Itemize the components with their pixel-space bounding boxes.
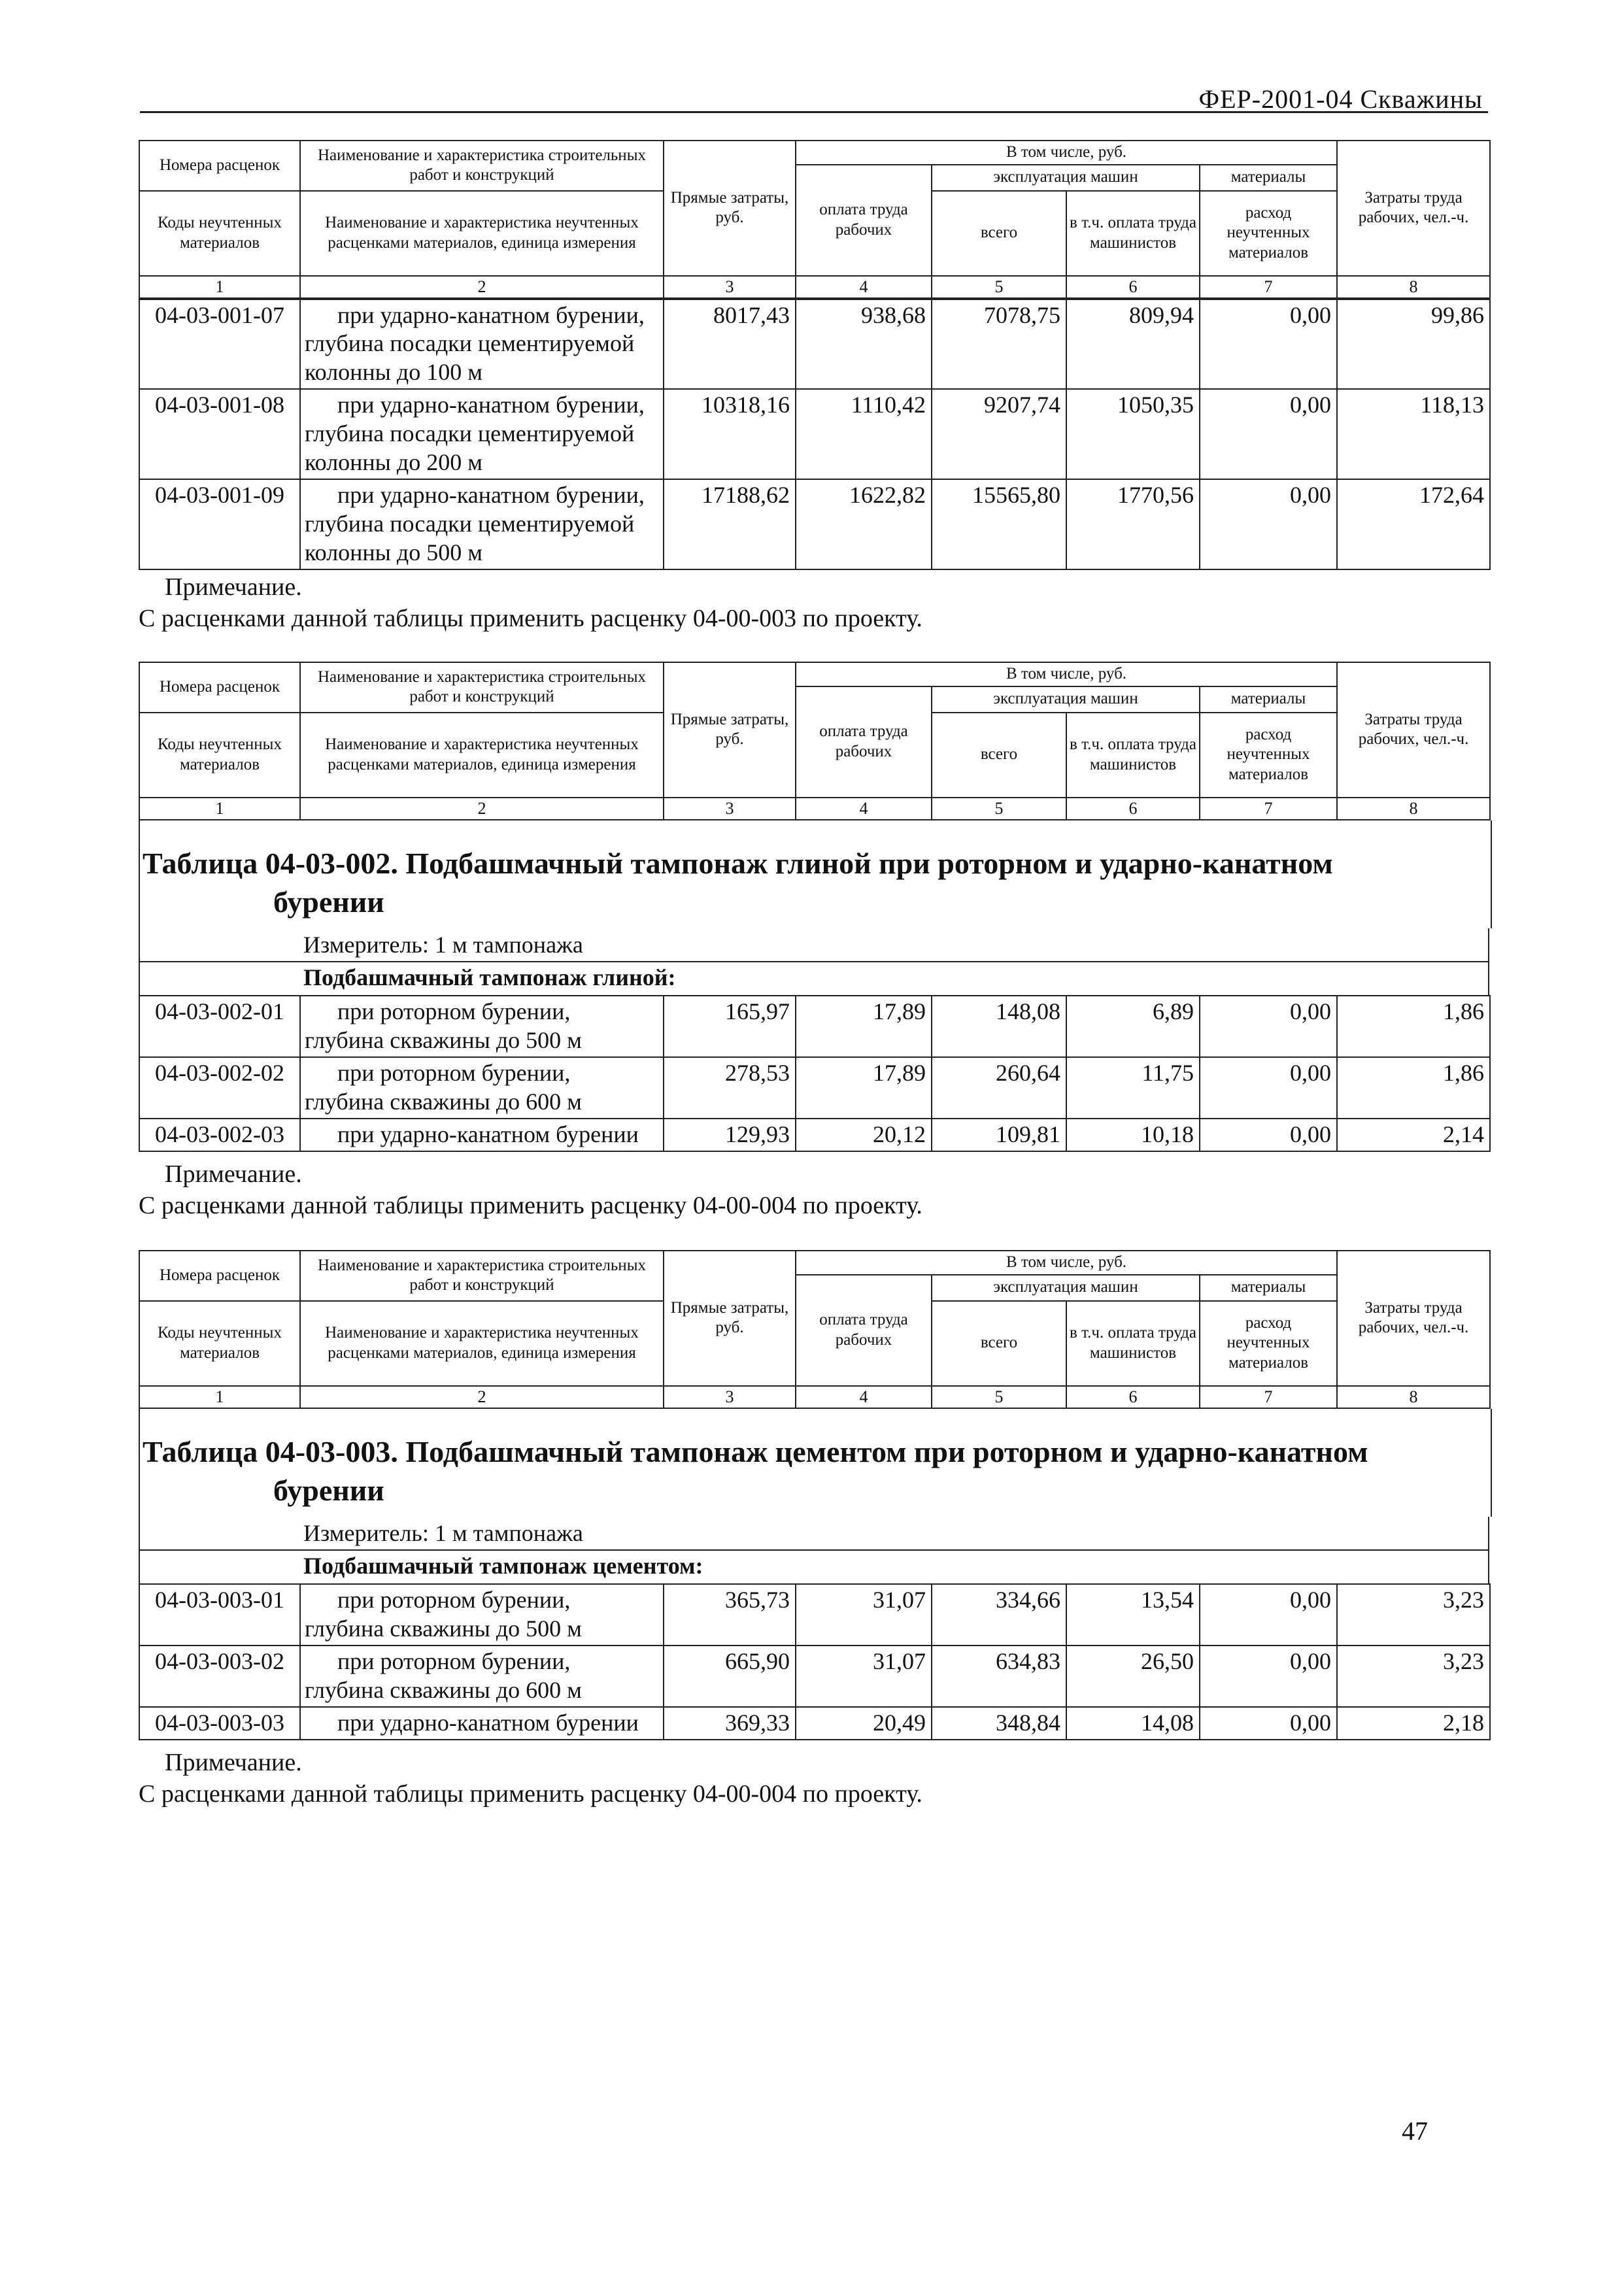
col-header-machinist-pay: в т.ч. оплата труда машинистов (1066, 1301, 1200, 1386)
col-header-materials: материалы (1200, 686, 1337, 713)
machinist-pay: 6,89 (1066, 996, 1200, 1057)
worker-pay: 31,07 (796, 1646, 932, 1707)
rate-code: 04-03-001-08 (139, 389, 300, 479)
labor-hours: 118,13 (1337, 389, 1490, 479)
rates-table (139, 1583, 1491, 1740)
direct-costs: 8017,43 (664, 299, 796, 390)
rates-table (139, 299, 1491, 570)
col-header-worker-pay: оплата труда рабочих (796, 1275, 932, 1386)
col-num: 6 (1066, 798, 1200, 820)
table-title (139, 1409, 1492, 1517)
table-04-03-001-block (139, 140, 1489, 570)
column-header-table (139, 140, 1491, 299)
col-header-labor-hours: Затраты труда рабочих, чел.-ч. (1337, 141, 1490, 276)
subheader-text: Подбашмачный тампонаж цементом: (303, 1553, 703, 1579)
header-rule (140, 111, 1488, 113)
col-num: 3 (664, 276, 796, 298)
col-header-material-names: Наименование и характеристика неучтенных расценками материалов, единица измерения (300, 1301, 664, 1386)
col-num: 8 (1337, 276, 1490, 298)
table-row (139, 1119, 1490, 1151)
worker-pay: 17,89 (796, 996, 932, 1057)
labor-hours: 1,86 (1337, 1057, 1490, 1119)
direct-costs: 129,93 (664, 1119, 796, 1151)
col-header-material-use: расход неучтенных материалов (1200, 713, 1337, 798)
direct-costs: 665,90 (664, 1646, 796, 1707)
col-num: 4 (796, 798, 932, 820)
materials: 0,00 (1200, 1707, 1337, 1740)
col-header-direct-costs: Прямые затраты, руб. (664, 662, 796, 798)
rate-code: 04-03-001-07 (139, 299, 300, 390)
col-num: 8 (1337, 1386, 1490, 1408)
col-header-machine-total: всего (932, 191, 1066, 276)
rate-name: при ударно-канатном бурении (300, 1119, 664, 1151)
rate-name: при роторном бурении, глубина скважины до 500 м (300, 996, 664, 1057)
rate-code: 04-03-003-02 (139, 1646, 300, 1707)
col-header-material-use: расход неучтенных материалов (1200, 1301, 1337, 1386)
col-header-machine-total: всего (932, 1301, 1066, 1386)
col-header-machinist-pay: в т.ч. оплата труда машинистов (1066, 191, 1200, 276)
note-text: С расценками данной таблицы применить расценку 04-00-003 по проекту. (139, 605, 922, 632)
subheader-row (139, 962, 1489, 995)
rate-name: при ударно-канатном бурении, глубина посадки цементируемой колонны до 200 м (300, 389, 664, 479)
machinist-pay: 1050,35 (1066, 389, 1200, 479)
page-number: 47 (1402, 2116, 1428, 2146)
col-header-machinist-pay: в т.ч. оплата труда машинистов (1066, 713, 1200, 798)
col-header-material-use: расход неучтенных материалов (1200, 191, 1337, 276)
table-row (139, 1584, 1490, 1646)
col-header-labor-hours: Затраты труда рабочих, чел.-ч. (1337, 662, 1490, 798)
col-num: 1 (139, 798, 300, 820)
col-header-materials: материалы (1200, 1275, 1337, 1301)
table-row (139, 1057, 1490, 1119)
rate-name: при ударно-канатном бурении (300, 1707, 664, 1740)
table-row (139, 1707, 1490, 1740)
labor-hours: 172,64 (1337, 479, 1490, 569)
labor-hours: 99,86 (1337, 299, 1490, 390)
machinist-pay: 11,75 (1066, 1057, 1200, 1119)
table-title-line1: Таблица 04-03-002. Подбашмачный тампонаж глиной при роторном и ударно-канатном (143, 846, 1333, 880)
worker-pay: 20,12 (796, 1119, 932, 1151)
rate-code: 04-03-002-02 (139, 1057, 300, 1119)
col-header-including: В том числе, руб. (796, 1251, 1337, 1275)
col-num: 5 (932, 276, 1066, 298)
col-num: 4 (796, 1386, 932, 1408)
note-title: Примечание. (165, 573, 302, 601)
materials: 0,00 (1200, 389, 1337, 479)
note-title: Примечание. (165, 1160, 302, 1188)
direct-costs: 165,97 (664, 996, 796, 1057)
table-row (139, 299, 1490, 390)
col-num: 6 (1066, 276, 1200, 298)
note-text: С расценками данной таблицы применить расценку 04-00-004 по проекту. (139, 1192, 922, 1219)
machine-total: 334,66 (932, 1584, 1066, 1646)
col-header-material-codes: Коды неучтенных материалов (139, 191, 300, 276)
table-row (139, 389, 1490, 479)
col-header-material-names: Наименование и характеристика неучтенных расценками материалов, единица измерения (300, 713, 664, 798)
machine-total: 7078,75 (932, 299, 1066, 390)
col-num: 2 (300, 276, 664, 298)
table-row (139, 479, 1490, 569)
col-header-machine-use: эксплуатация машин (932, 686, 1200, 713)
col-header-rate-numbers: Номера расценок (139, 141, 300, 191)
labor-hours: 2,18 (1337, 1707, 1490, 1740)
col-num: 7 (1200, 1386, 1337, 1408)
machinist-pay: 13,54 (1066, 1584, 1200, 1646)
col-header-worker-pay: оплата труда рабочих (796, 686, 932, 798)
note-text: С расценками данной таблицы применить расценку 04-00-004 по проекту. (139, 1780, 922, 1808)
col-num: 7 (1200, 276, 1337, 298)
materials: 0,00 (1200, 1057, 1337, 1119)
machine-total: 148,08 (932, 996, 1066, 1057)
worker-pay: 1110,42 (796, 389, 932, 479)
col-num: 3 (664, 798, 796, 820)
col-header-machine-total: всего (932, 713, 1066, 798)
rates-table (139, 995, 1491, 1152)
col-header-material-names: Наименование и характеристика неучтенных расценками материалов, единица измерения (300, 191, 664, 276)
direct-costs: 17188,62 (664, 479, 796, 569)
col-header-work-name: Наименование и характеристика строительных работ и конструкций (300, 1251, 664, 1301)
direct-costs: 10318,16 (664, 389, 796, 479)
machine-total: 634,83 (932, 1646, 1066, 1707)
subheader-row (139, 1551, 1489, 1583)
rate-code: 04-03-002-03 (139, 1119, 300, 1151)
rate-code: 04-03-002-01 (139, 996, 300, 1057)
machinist-pay: 1770,56 (1066, 479, 1200, 569)
col-header-direct-costs: Прямые затраты, руб. (664, 141, 796, 276)
table-04-03-003-block (139, 1250, 1489, 1740)
col-num: 1 (139, 1386, 300, 1408)
machinist-pay: 26,50 (1066, 1646, 1200, 1707)
worker-pay: 1622,82 (796, 479, 932, 569)
col-header-material-codes: Коды неучтенных материалов (139, 1301, 300, 1386)
running-header: ФЕР-2001-04 Скважины (1198, 84, 1483, 114)
col-header-machine-use: эксплуатация машин (932, 1275, 1200, 1301)
measure-row (139, 928, 1489, 962)
col-num: 3 (664, 1386, 796, 1408)
labor-hours: 3,23 (1337, 1646, 1490, 1707)
col-num: 5 (932, 1386, 1066, 1408)
table-04-03-002-block (139, 662, 1489, 1152)
col-num: 1 (139, 276, 300, 298)
worker-pay: 938,68 (796, 299, 932, 390)
machine-total: 348,84 (932, 1707, 1066, 1740)
table-row (139, 996, 1490, 1057)
col-num: 8 (1337, 798, 1490, 820)
machine-total: 260,64 (932, 1057, 1066, 1119)
materials: 0,00 (1200, 1584, 1337, 1646)
col-header-rate-numbers: Номера расценок (139, 1251, 300, 1301)
col-header-worker-pay: оплата труда рабочих (796, 165, 932, 276)
rate-code: 04-03-001-09 (139, 479, 300, 569)
machinist-pay: 14,08 (1066, 1707, 1200, 1740)
machinist-pay: 10,18 (1066, 1119, 1200, 1151)
machinist-pay: 809,94 (1066, 299, 1200, 390)
col-num: 2 (300, 798, 664, 820)
table-title (139, 820, 1492, 929)
column-header-table (139, 1250, 1491, 1409)
col-header-work-name: Наименование и характеристика строительных работ и конструкций (300, 141, 664, 191)
direct-costs: 365,73 (664, 1584, 796, 1646)
col-header-machine-use: эксплуатация машин (932, 165, 1200, 191)
rate-code: 04-03-003-01 (139, 1584, 300, 1646)
materials: 0,00 (1200, 1119, 1337, 1151)
rate-name: при ударно-канатном бурении, глубина посадки цементируемой колонны до 100 м (300, 299, 664, 390)
machine-total: 15565,80 (932, 479, 1066, 569)
worker-pay: 20,49 (796, 1707, 932, 1740)
col-header-material-codes: Коды неучтенных материалов (139, 713, 300, 798)
col-header-work-name: Наименование и характеристика строительных работ и конструкций (300, 662, 664, 713)
direct-costs: 369,33 (664, 1707, 796, 1740)
col-header-including: В том числе, руб. (796, 662, 1337, 686)
subheader-text: Подбашмачный тампонаж глиной: (303, 964, 676, 991)
rate-name: при роторном бурении, глубина скважины до 600 м (300, 1646, 664, 1707)
measure-unit: Измеритель: 1 м тампонажа (303, 1520, 583, 1547)
col-num: 2 (300, 1386, 664, 1408)
table-row (139, 1646, 1490, 1707)
table-title-line2: бурении (273, 885, 384, 919)
worker-pay: 17,89 (796, 1057, 932, 1119)
col-num: 7 (1200, 798, 1337, 820)
table-title-line1: Таблица 04-03-003. Подбашмачный тампонаж цементом при роторном и ударно-канатном (143, 1434, 1368, 1468)
col-num: 5 (932, 798, 1066, 820)
labor-hours: 2,14 (1337, 1119, 1490, 1151)
machine-total: 109,81 (932, 1119, 1066, 1151)
worker-pay: 31,07 (796, 1584, 932, 1646)
labor-hours: 1,86 (1337, 996, 1490, 1057)
measure-row (139, 1517, 1489, 1551)
rate-name: при роторном бурении, глубина скважины до 600 м (300, 1057, 664, 1119)
machine-total: 9207,74 (932, 389, 1066, 479)
col-header-materials: материалы (1200, 165, 1337, 191)
col-header-rate-numbers: Номера расценок (139, 662, 300, 713)
direct-costs: 278,53 (664, 1057, 796, 1119)
table-title-line2: бурении (273, 1474, 384, 1508)
materials: 0,00 (1200, 479, 1337, 569)
materials: 0,00 (1200, 996, 1337, 1057)
rate-name: при роторном бурении, глубина скважины до 500 м (300, 1584, 664, 1646)
col-num: 6 (1066, 1386, 1200, 1408)
materials: 0,00 (1200, 299, 1337, 390)
column-header-table (139, 662, 1491, 820)
rate-name: при ударно-канатном бурении, глубина посадки цементируемой колонны до 500 м (300, 479, 664, 569)
col-num: 4 (796, 276, 932, 298)
measure-unit: Измеритель: 1 м тампонажа (303, 932, 583, 958)
labor-hours: 3,23 (1337, 1584, 1490, 1646)
rate-code: 04-03-003-03 (139, 1707, 300, 1740)
note-title: Примечание. (165, 1749, 302, 1776)
materials: 0,00 (1200, 1646, 1337, 1707)
col-header-direct-costs: Прямые затраты, руб. (664, 1251, 796, 1386)
col-header-including: В том числе, руб. (796, 141, 1337, 165)
col-header-labor-hours: Затраты труда рабочих, чел.-ч. (1337, 1251, 1490, 1386)
